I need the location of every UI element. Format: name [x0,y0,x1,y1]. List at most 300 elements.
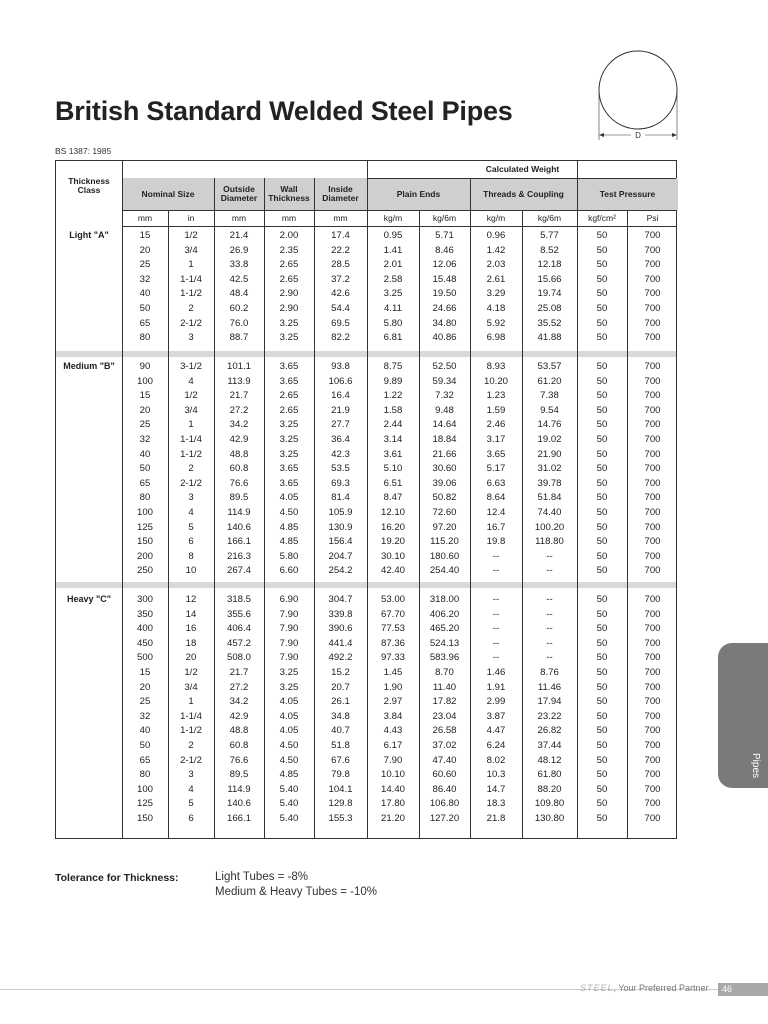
table-cell: 700 [644,812,661,824]
table-cell: 50 [596,506,608,518]
table-cell: 50 [596,244,608,256]
table-cell: 700 [644,783,661,795]
table-cell: 8 [188,550,194,562]
table-cell: 2-1/2 [180,477,202,489]
table-cell: 4.05 [279,696,299,708]
table-cell: 17.82 [432,696,457,708]
table-cell: 7.90 [279,652,299,664]
table-cell: 20 [185,652,197,664]
table-cell: 48.4 [229,288,249,300]
table-cell: -- [546,652,553,664]
table-cell: 50 [596,288,608,300]
table-cell: 113.9 [227,375,251,387]
table-cell: 100 [136,506,153,518]
table-cell: 5.40 [279,783,299,795]
table-cell: 114.9 [227,783,251,795]
table-cell: 2.03 [486,259,506,271]
table-cell: 4 [188,783,194,795]
unit-outside-diameter: mm [231,213,247,223]
table-cell: 50 [596,550,608,562]
table-cell: 6 [188,536,194,548]
table-cell: 4 [188,506,194,518]
table-cell: 11.46 [537,681,562,693]
table-cell: 32 [139,433,151,445]
table-cell: 14.7 [486,783,506,795]
table-cell: 65 [139,754,151,766]
table-cell: 7.38 [540,390,559,402]
table-cell: 1-1/2 [180,288,202,300]
table-cell: 101.1 [226,361,251,372]
table-cell: 700 [644,419,661,431]
unit-plain-kgm: kg/m [383,213,403,223]
table-cell: 4.85 [279,521,299,533]
table-cell: 12.06 [432,259,457,271]
table-cell: 3.14 [383,433,403,445]
table-cell: 2.00 [279,230,299,241]
table-cell: 12.18 [537,259,562,271]
table-cell: 50 [596,332,608,344]
table-cell: 3 [188,769,194,781]
table-cell: 27.2 [229,681,249,693]
table-cell: 20 [139,244,151,256]
table-cell: 150 [136,536,153,548]
table-cell: 50 [139,739,151,751]
table-cell: 9.89 [383,375,403,387]
header-threads-coupling: Threads & Coupling [470,178,577,210]
table-cell: 5.80 [383,317,403,329]
table-cell: 42.9 [229,433,249,445]
table-cell: 86.40 [432,783,457,795]
column-outside-diameter [214,360,264,579]
table-cell: 3 [188,492,194,504]
table-cell: 700 [644,623,661,635]
header-nominal-size: Nominal Size [122,178,214,210]
table-cell: 3/4 [184,681,198,693]
table-cell: 82.2 [331,332,350,344]
tolerance-medium-heavy: Medium & Heavy Tubes = -10% [215,886,378,898]
table-cell: 2.58 [383,273,403,285]
table-cell: 12.10 [380,506,405,518]
table-cell: 50 [596,565,608,577]
table-cell: 114.9 [227,506,251,518]
table-cell: 33.8 [229,259,249,271]
table-cell: 109.80 [534,798,565,810]
table-cell: 15.2 [331,666,350,678]
table-cell: 80 [139,769,151,781]
column-inside-diameter [314,360,367,579]
table-cell: 250 [136,565,153,577]
table-cell: 50 [596,725,608,737]
thickness-class-label: Medium "B" [63,361,115,371]
table-cell: 156.4 [328,536,353,548]
table-cell: 700 [644,608,661,620]
table-cell: 150 [136,812,153,824]
table-cell: 34.80 [432,317,457,329]
table-cell: 23.04 [432,710,457,722]
table-cell: 50 [596,419,608,431]
table-cell: 50 [596,230,608,241]
table-cell: 6.81 [383,332,403,344]
table-cell: 3.25 [279,419,299,431]
table-cell: 3.87 [486,710,506,722]
table-cell: 700 [644,521,661,533]
table-cell: 25 [139,419,151,431]
table-cell: 2.65 [279,404,299,416]
unit-plain-kg6m: kg/6m [432,213,457,223]
table-cell: 15.66 [537,273,562,285]
table-cell: 25.08 [537,302,562,314]
table-cell: 14.64 [432,419,457,431]
table-cell: 76.0 [229,317,249,329]
table-cell: 51.84 [537,492,562,504]
unit-threads-kgm: kg/m [486,213,506,223]
table-cell: 93.8 [331,361,350,372]
table-cell: 30.60 [432,463,457,475]
table-cell: 700 [644,361,661,372]
table-cell: 88.7 [229,332,249,344]
table-cell: 3.65 [279,463,299,475]
group-separator [56,351,676,357]
table-cell: -- [546,565,553,577]
table-cell: 21.7 [229,666,249,678]
column-inside-diameter [314,229,367,346]
table-cell: 700 [644,390,661,402]
table-cell: 5.92 [486,317,506,329]
page-number: 46 [718,983,768,996]
table-cell: 53.5 [331,463,350,475]
table-cell: 11.40 [432,681,457,693]
table-cell: 50 [596,594,608,605]
table-cell: 26.1 [331,696,350,708]
table-cell: 36.4 [331,433,350,445]
table-cell: 20 [139,404,151,416]
table-cell: 318.00 [429,594,460,605]
table-cell: 76.6 [229,477,249,489]
table-cell: 8.02 [486,754,506,766]
table-cell: 6.98 [486,332,506,344]
table-cell: 3.29 [486,288,506,300]
table-cell: 180.60 [429,550,460,562]
table-cell: 4.47 [486,725,506,737]
header-thickness-class: Thickness Class [68,175,110,195]
table-cell: 700 [644,404,661,416]
table-cell: 1/2 [184,390,198,402]
table-cell: 1/2 [184,230,198,241]
table-cell: 20 [139,681,151,693]
header-plain-ends: Plain Ends [367,178,470,210]
table-cell: 50 [596,433,608,445]
table-cell: -- [492,637,500,649]
thickness-class-label: Heavy "C" [66,594,112,604]
column-wall-thickness [264,229,314,346]
unit-pressure-kgf: kgf/cm² [588,213,616,223]
table-cell: 400 [136,623,153,635]
column-pressure-psi [627,360,678,579]
table-cell: 42.5 [229,273,249,285]
table-cell: 2-1/2 [180,317,202,329]
table-cell: 48.8 [229,725,249,737]
table-cell: 74.40 [537,506,562,518]
table-cell: 2.65 [279,390,299,402]
table-cell: 524.13 [429,637,460,649]
table-cell: 37.2 [331,273,350,285]
table-cell: 4.50 [279,754,299,766]
table-cell: 50 [596,521,608,533]
table-cell: 1.91 [486,681,506,693]
table-cell: 50 [596,739,608,751]
table-cell: 2 [188,463,194,475]
unit-pressure-psi: Psi [646,213,659,223]
table-cell: 4.43 [383,725,403,737]
table-cell: 31.02 [537,463,562,475]
table-cell: -- [492,652,500,664]
table-cell: 700 [644,594,661,605]
table-cell: 17.80 [380,798,405,810]
table-cell: 6.60 [279,565,299,577]
table-cell: 50 [596,696,608,708]
table-cell: 50 [596,608,608,620]
table-cell: 50 [596,666,608,678]
table-cell: 52.50 [432,361,457,372]
column-outside-diameter [214,593,264,827]
table-cell: 700 [644,230,661,241]
table-cell: 50 [596,536,608,548]
table-cell: 3.84 [383,710,403,722]
table-cell: 39.06 [432,477,457,489]
table-cell: 18.3 [486,798,506,810]
table-cell: 89.5 [229,492,249,504]
column-threads-kgm [470,360,522,579]
table-cell: 6.51 [383,477,403,489]
table-cell: 41.88 [537,332,562,344]
table-cell: 3.65 [279,361,299,372]
table-cell: -- [546,594,553,605]
table-cell: 3/4 [184,244,198,256]
table-cell: 700 [644,769,661,781]
table-cell: 6.17 [383,739,403,751]
table-cell: 304.7 [328,594,353,605]
table-cell: 2.90 [279,288,299,300]
table-cell: 2 [188,302,194,314]
table-cell: 50 [596,637,608,649]
table-cell: 3.25 [279,332,299,344]
column-pressure-kgf [577,229,627,346]
table-cell: 5.17 [486,463,506,475]
table-cell: 8.70 [435,666,454,678]
table-cell: 140.6 [226,798,251,810]
table-cell: 50 [596,710,608,722]
table-cell: 3.65 [279,375,299,387]
table-cell: 59.34 [432,375,457,387]
table-cell: 8.52 [540,244,559,256]
group-separator [56,582,676,588]
table-cell: 1-1/4 [180,273,202,285]
table-cell: 87.36 [380,637,405,649]
table-cell: 4.85 [279,536,299,548]
column-plain-kgm [367,593,419,827]
table-cell: 50 [596,273,608,285]
table-cell: 105.9 [328,506,353,518]
table-cell: 204.7 [328,550,353,562]
table-cell: 700 [644,739,661,751]
table-cell: 8.76 [540,666,559,678]
table-cell: 5.80 [279,550,299,562]
table-cell: 2-1/2 [180,754,202,766]
table-cell: 97.33 [380,652,405,664]
table-cell: 1 [188,696,194,708]
column-pressure-kgf [577,360,627,579]
table-cell: 50 [596,404,608,416]
table-cell: 3.65 [486,448,506,460]
table-cell: 130.80 [534,812,565,824]
table-cell: 700 [644,259,661,271]
table-cell: 27.7 [331,419,350,431]
table-cell: 104.1 [328,783,353,795]
table-cell: -- [492,623,500,635]
table-cell: 441.4 [328,637,353,649]
column-threads-kg6m [522,360,577,579]
table-cell: 700 [644,506,661,518]
table-cell: 6 [188,812,194,824]
table-cell: 16.4 [331,390,350,402]
table-cell: 19.02 [537,433,562,445]
table-cell: 26.9 [229,244,249,256]
table-cell: 4.50 [279,506,299,518]
table-cell: 267.4 [226,565,251,577]
table-cell: 2 [188,739,194,751]
table-cell: 1 [188,419,194,431]
table-cell: 60.8 [229,739,249,751]
table-cell: 8.93 [486,361,506,372]
table-cell: 583.96 [429,652,460,664]
table-cell: 51.8 [331,739,350,751]
thickness-class-label: Light "A" [69,230,109,240]
table-cell: 166.1 [226,812,251,824]
table-cell: 0.95 [383,230,403,241]
table-cell: 2.61 [486,273,506,285]
table-cell: 20.7 [331,681,350,693]
table-cell: 6.90 [279,594,299,605]
table-cell: 700 [644,244,661,256]
table-cell: 1.58 [383,404,403,416]
table-cell: 106.6 [328,375,353,387]
table-cell: 69.3 [331,477,350,489]
table-cell: 97.20 [432,521,457,533]
table-cell: 5 [188,798,194,810]
table-cell: 700 [644,696,661,708]
brand-mark: STEEL [580,983,614,993]
table-cell: 457.2 [226,637,251,649]
table-cell: 65 [139,477,151,489]
table-cell: 80 [139,332,151,344]
table-cell: 700 [644,492,661,504]
table-cell: 26.58 [432,725,457,737]
table-cell: 1.45 [383,666,403,678]
unit-inside-diameter: mm [333,213,348,223]
table-cell: 200 [136,550,153,562]
table-cell: 50 [596,783,608,795]
standard-code: BS 1387: 1985 [55,146,112,156]
table-cell: 21.7 [229,390,249,402]
table-cell: 254.2 [328,565,353,577]
column-plain-kg6m [419,360,470,579]
column-pressure-psi [627,593,678,827]
table-cell: 27.2 [229,404,249,416]
table-cell: 50 [596,477,608,489]
table-cell: 34.2 [229,696,249,708]
table-cell: 21.4 [229,230,249,241]
table-cell: 700 [644,798,661,810]
table-cell: 700 [644,302,661,314]
table-cell: 10.10 [380,769,405,781]
column-plain-kgm [367,229,419,346]
table-cell: 76.6 [229,754,249,766]
table-cell: 14.40 [380,783,405,795]
table-cell: 140.6 [226,521,251,533]
table-cell: 100 [136,783,153,795]
table-cell: 60.8 [229,463,249,475]
table-cell: 42.3 [331,448,350,460]
table-cell: 7.90 [383,754,403,766]
table-cell: 79.8 [331,769,350,781]
table-cell: 4.85 [279,769,299,781]
table-cell: 3.17 [486,433,506,445]
table-cell: 50 [596,361,608,372]
table-cell: 14.76 [537,419,562,431]
table-cell: 355.6 [226,608,251,620]
table-cell: 3.65 [279,477,299,489]
table-cell: 16 [185,623,197,635]
table-cell: 700 [644,317,661,329]
table-cell: 3.25 [279,681,299,693]
table-cell: 2.65 [279,273,299,285]
table-cell: 3.25 [279,448,299,460]
table-cell: 50 [596,302,608,314]
table-cell: 65 [139,317,151,329]
table-cell: 4 [188,375,194,387]
table-cell: 406.4 [226,623,251,635]
table-cell: 700 [644,375,661,387]
table-cell: 3.25 [279,317,299,329]
table-cell: 30.10 [380,550,405,562]
table-cell: 10.20 [483,375,508,387]
table-cell: 50 [596,259,608,271]
table-cell: 17.94 [537,696,562,708]
table-cell: 10 [185,565,197,577]
table-cell: 18.84 [432,433,457,445]
table-cell: 16.7 [486,521,506,533]
table-cell: 81.4 [331,492,350,504]
table-cell: 60.2 [229,302,249,314]
table-cell: 50 [596,754,608,766]
table-cell: 1.23 [486,390,506,402]
table-cell: 21.8 [486,812,506,824]
table-cell: 37.44 [537,739,562,751]
table-cell: 106.80 [429,798,460,810]
table-cell: 34.8 [331,710,350,722]
table-cell: 61.20 [537,375,562,387]
table-cell: 67.6 [331,754,350,766]
table-cell: 4.05 [279,492,299,504]
table-cell: 9.48 [435,404,454,416]
table-cell: 34.2 [229,419,249,431]
table-cell: 115.20 [430,536,459,548]
table-cell: 155.3 [328,812,353,824]
table-cell: 100.20 [534,521,565,533]
table-cell: 3-1/2 [180,361,202,372]
footer-brand [580,983,709,993]
table-cell: 700 [644,754,661,766]
